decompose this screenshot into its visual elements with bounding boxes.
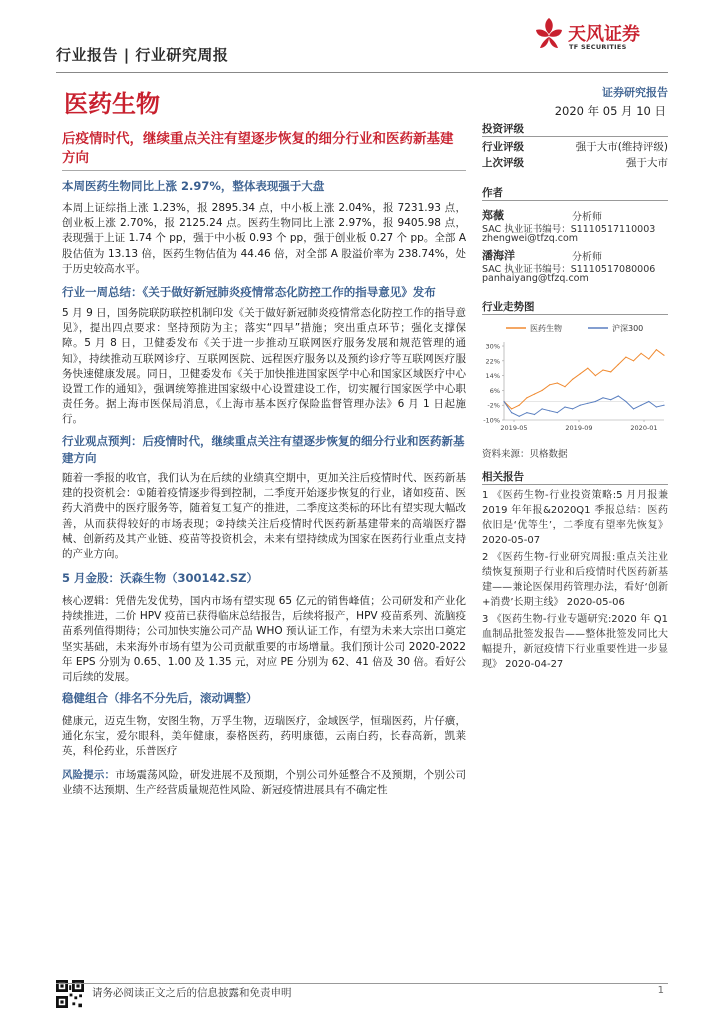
series-point (656, 349, 657, 350)
author-cert: SAC 执业证书编号：S1110517110003 (482, 224, 656, 235)
section-body-golden-stock: 核心逻辑：凭借先发优势，国内市场有望实现 65 亿元的销售峰值；公司研发和产业化持续推进，二价 HPV 疫苗已获得临床总结报告，后续将报产，HPV 疫苗系列、流脑疫苗系列值得期待；公司加快实施公司产品 WHO 预认证工作，有望为未来大宗出口奠定坚实基础，未来海外市场有望为公司贡献重要的市场增量。我们预计公司 2020-2022 年 EPS 分别为 0.65、1.00 及 1.35 元，对应 PE 分别为 62、41 倍及 30 倍。看好公司后续的发展。 (62, 595, 466, 684)
page-number: 1 (657, 985, 664, 996)
legend-label: 医药生物 (530, 324, 562, 333)
rating-key: 行业评级 (482, 141, 524, 153)
x-tick-label: 2019-05 (500, 424, 528, 432)
series-point (519, 416, 520, 417)
related-report-item[interactable]: 3 《医药生物-行业专题研究:2020 年 Q1 血制品批签发报告——整体批签发同比大幅提升，新冠疫情下行业重要性进一步显现》 2020-04-27 (482, 614, 668, 670)
series-point (542, 390, 543, 391)
series-point (511, 412, 512, 413)
series-point (503, 401, 504, 402)
section-body-portfolio: 健康元，迈克生物，安图生物，万孚生物，迈瑞医疗，金域医学，恒瑞医药，片仔癀，通化东宝，爱尔眼科，美年健康，泰格医药，药明康德，云南白药，长春高新，凯莱英，科伦药业，乐普医疗 (62, 715, 466, 758)
legend-label: 沪深300 (612, 324, 644, 333)
series-point (625, 401, 626, 402)
related-heading: 相关报告 (482, 470, 668, 485)
series-point (663, 405, 664, 406)
section-heading-weekly-summary: 行业一周总结：《关于做好新冠肺炎疫情常态化防控工作的指导意见》发布 (62, 285, 436, 299)
series-point (572, 408, 573, 409)
author-email[interactable]: zhengwei@tfzq.com (482, 233, 579, 244)
section-heading-weekly-performance: 本周医药生物同比上涨 2.97%，整体表现强于大盘 (62, 179, 325, 193)
series-point (602, 369, 603, 370)
title-divider (62, 170, 466, 171)
rating-heading: 投资评级 (482, 122, 668, 137)
section-body-industry-outlook: 随着一季报的收官，我们认为在后续的业绩真空期中，更加关注后疫情时代、医药新基建的投资机会：①随着疫情逐步得到控制，二季度开始逐步恢复的行业，诸如疫苗、医药大消费中的医疗服务等，随着复工复产的推进，二季度这类标的环比有望实现大幅改善，从而获得较好的市场表现；②持续关注后疫情时代医药新基建带来的高端医疗器械、创新药及其产业链、疫苗等投资机会，未来有望持续成为国家在医药行业重点支持的产业方向。 (62, 472, 466, 561)
author-name: 潘海洋 (482, 249, 515, 262)
rating-value: 强于大市 (626, 157, 668, 169)
logo-text-en: TF SECURITIES (569, 43, 627, 51)
author-name: 郑薇 (482, 209, 504, 222)
rating-value: 强于大市(维持评级) (575, 141, 668, 153)
series-point (519, 405, 520, 406)
trend-chart (478, 316, 668, 434)
section-body-weekly-performance: 本周上证综指上涨 1.23%，报 2895.34 点，中小板上涨 2.04%，报 7231.93 点，创业板上涨 2.70%，报 2125.24 点。医药生物同比上涨 2.97%，报 9405.98 点，表现强于上证 1.74 个 pp，强于中小板 0.93 个 pp，强于创业板 0.27 个 pp。全部 A 股估值为 13.13 倍，医药生物估值为 44.46 倍，对全部 A 股溢价率为 238.74%，处于历史较高水平。 (62, 202, 466, 275)
series-point (557, 412, 558, 413)
series-point (641, 353, 642, 354)
header-divider (56, 72, 668, 73)
series-point (564, 406, 565, 407)
series-point (549, 410, 550, 411)
series-point (595, 375, 596, 376)
series-line (504, 350, 664, 409)
series-point (526, 412, 527, 413)
y-tick-label: 30% (485, 342, 500, 351)
series-point (648, 401, 649, 402)
series-point (625, 357, 626, 358)
logo-text-cn: 天风证券 (568, 24, 640, 45)
series-point (633, 360, 634, 361)
related-report-item[interactable]: 1 《医药生物-行业投资策略:5 月月报兼 2019 年年报&2020Q1 季报总结：医药依旧是‘优等生’，二季度有望率先恢复》 2020-05-07 (482, 490, 668, 546)
series-point (580, 373, 581, 374)
rating-key: 上次评级 (482, 157, 524, 169)
section-heading-portfolio: 稳健组合（排名不分先后，滚动调整） (62, 691, 258, 705)
series-point (557, 382, 558, 383)
series-point (572, 379, 573, 380)
related-reports-list (482, 488, 668, 674)
y-tick-label: 6% (489, 386, 500, 395)
chart-source: 资料来源：贝格数据 (482, 449, 568, 460)
company-logo (528, 16, 678, 62)
series-point (663, 355, 664, 356)
section-body-weekly-summary: 5 月 9 日，国务院联防联控机制印发《关于做好新冠肺炎疫情常态化防控工作的指导意见》，提出四点要求：坚持预防为主；落实“四早”措施；突出重点环节；强化支撑保障。5 月 8 日，卫健委发布《关于进一步推动互联网医疗服务发展和规范管理的通知》，持续推动互联网诊疗、互联网医院、远程医疗服务以及预约诊疗等互联网医疗服务快速健康发展。同日，卫健委发布《关于加快推进国家医学中心和国家区域医疗中心设置工作的通知》，强调统筹推进国家级中心设置建设工作，切实履行国家医学中心职责任务。据上海市医保局消息，《上海市基本医疗保险监督管理办法》6 月 1 日起施行。 (62, 307, 466, 426)
y-tick-label: -2% (487, 401, 500, 410)
x-tick-label: 2019-09 (565, 424, 593, 432)
series-point (610, 371, 611, 372)
sector-title: 医药生物 (64, 90, 160, 118)
series-point (618, 395, 619, 396)
series-point (511, 408, 512, 409)
series-point (595, 401, 596, 402)
trend-chart-svg (478, 316, 668, 434)
author-role: 分析师 (572, 252, 602, 263)
y-tick-label: -10% (483, 416, 500, 425)
qr-code-icon (56, 980, 84, 1008)
footer-disclaimer[interactable]: 请务必阅读正文之后的信息披露和免责申明 (92, 987, 292, 999)
series-point (549, 384, 550, 385)
series-point (656, 406, 657, 407)
series-point (618, 364, 619, 365)
series-point (587, 403, 588, 404)
series-point (641, 405, 642, 406)
report-date: 2020 年 05 月 10 日 (554, 104, 666, 118)
report-title: 后疫情时代，继续重点关注有望逐步恢复的细分行业和医药新基建方向 (62, 131, 454, 166)
section-heading-golden-stock: 5 月金股：沃森生物（300142.SZ） (62, 571, 259, 585)
risk-warning (62, 768, 466, 798)
series-point (648, 358, 649, 359)
author-email[interactable]: panhaiyang@tfzq.com (482, 273, 589, 284)
series-point (542, 408, 543, 409)
footer-divider (56, 983, 668, 984)
authors-heading: 作者 (482, 186, 668, 201)
logo-flower-icon (532, 16, 566, 56)
risk-text: 市场震荡风险，研发进展不及预期，个别公司外延整合不及预期，个别公司业绩不达预期、生产经营质量规范性风险、新冠疫情进展具有不确定性 (62, 769, 467, 797)
author-cert: SAC 执业证书编号：S1110517080006 (482, 264, 656, 275)
trend-heading: 行业走势图 (482, 300, 668, 315)
y-tick-label: 22% (485, 357, 500, 366)
series-line (504, 396, 664, 416)
series-point (587, 368, 588, 369)
series-point (534, 394, 535, 395)
series-point (610, 399, 611, 400)
series-point (564, 386, 565, 387)
risk-label: 风险提示： (62, 769, 116, 781)
related-report-item[interactable]: 2 《医药生物-行业研究周报:重点关注业绩恢复预期子行业和后疫情时代医药新基建——兼论医保用药管理办法，看好‘创新+消费’长期主线》 2020-05-06 (482, 552, 668, 608)
report-type-label: 证券研究报告 (602, 86, 668, 99)
series-point (526, 397, 527, 398)
series-point (633, 408, 634, 409)
report-category: 行业报告 | 行业研究周报 (56, 46, 229, 64)
author-role: 分析师 (572, 212, 602, 223)
y-tick-label: 14% (485, 372, 500, 381)
section-heading-industry-outlook: 行业观点预判：后疫情时代，继续重点关注有望逐步恢复的细分行业和医药新基建方向 (62, 434, 465, 465)
x-tick-label: 2020-01 (630, 424, 658, 432)
series-point (602, 397, 603, 398)
series-point (580, 405, 581, 406)
series-point (534, 414, 535, 415)
